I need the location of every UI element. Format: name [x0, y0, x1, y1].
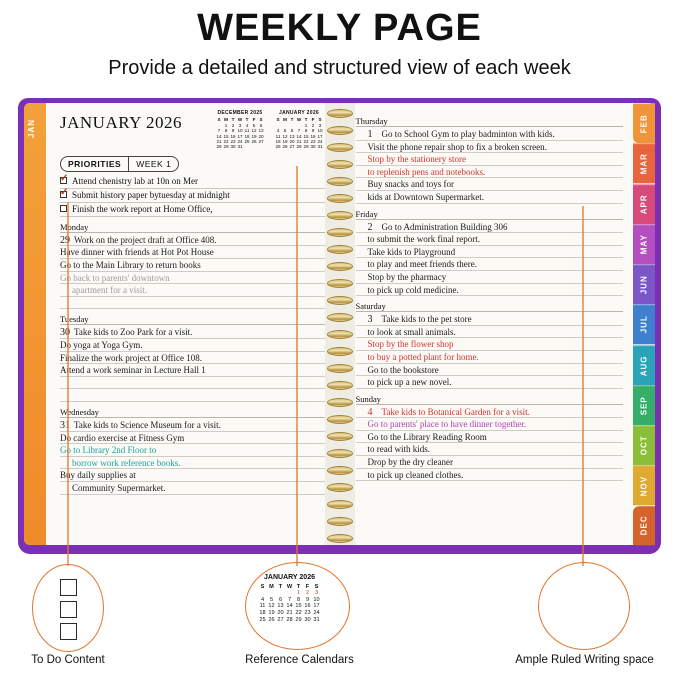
planner-right-page — [338, 103, 634, 545]
writing-line[interactable] — [60, 377, 328, 390]
writing-line[interactable]: to buy a potted plant for home. — [356, 351, 624, 364]
planner-book — [18, 98, 661, 554]
writing-line[interactable]: to pick up cleaned clothes. — [356, 469, 624, 482]
month-tab-label: MAR — [639, 153, 649, 175]
spiral-ring — [327, 364, 353, 373]
month-tab-label: JUL — [639, 315, 649, 335]
reference-calendars — [216, 111, 324, 150]
writing-line[interactable]: kids at Downtown Supermarket. — [356, 191, 624, 204]
writing-line[interactable]: apartment for a visit. — [60, 284, 328, 297]
writing-line[interactable]: 4 Take kids to Botanical Garden for a visit. — [356, 406, 624, 419]
writing-line[interactable]: to pick up cold medicine. — [356, 284, 624, 297]
writing-line[interactable] — [60, 389, 328, 402]
month-tab-feb[interactable] — [633, 103, 655, 143]
month-tab-label: JUN — [639, 275, 649, 295]
page-title: WEEKLY PAGE — [197, 7, 482, 49]
day-number: 4 — [367, 406, 373, 418]
spiral-ring — [327, 347, 353, 356]
writing-line[interactable]: 30 Take kids to Zoo Park for a visit. — [60, 326, 328, 339]
month-tab-oct[interactable] — [633, 425, 655, 465]
writing-line[interactable]: Have dinner with friends at Hot Pot House — [60, 246, 328, 259]
todo-callout-circle — [32, 564, 104, 652]
day-block-tuesday — [60, 314, 328, 402]
day-number: 3 — [367, 314, 373, 326]
writing-line[interactable]: Attend a work seminar in Lecture Hall 1 — [60, 364, 328, 377]
writing-line[interactable]: Visit the phone repair shop to fix a broken screen. — [356, 141, 624, 154]
priority-task-2 — [60, 189, 328, 203]
month-tab-apr[interactable] — [633, 184, 655, 224]
todo-checkbox-2[interactable] — [60, 601, 77, 618]
writing-line[interactable]: 2 Go to Administration Building 306 — [356, 221, 624, 234]
mini-calendar-2: JANUARY 2026 S M T W T F S 1 2 3 4 5 6 7 8 9 10 11 12 13 14 15 16 17 18 19 20 21 22 23 24 25 26 27 28 29 30 31 — [275, 110, 323, 150]
left-day-blocks — [60, 222, 328, 495]
writing-line[interactable]: to look at small animals. — [356, 326, 624, 339]
month-tab-jun[interactable] — [633, 264, 655, 304]
writing-line[interactable]: 31 Take kids to Science Museum for a visit. — [60, 419, 328, 432]
calendars-callout-circle — [245, 562, 350, 650]
todo-callout-label: To Do Content — [31, 654, 105, 666]
spiral-ring — [327, 432, 353, 441]
priority-task-text: Attend chenistry lab at 10n on Mer — [72, 175, 198, 186]
day-block-monday — [60, 222, 328, 310]
day-name: Wednesday — [60, 406, 99, 417]
day-block-wednesday — [60, 407, 328, 495]
month-edge-jan[interactable] — [24, 103, 46, 545]
spiral-ring — [327, 483, 353, 492]
day-lines — [356, 221, 624, 297]
month-tab-jul[interactable] — [633, 304, 655, 344]
planner-left-page — [46, 103, 338, 545]
month-tab-dec[interactable] — [633, 506, 655, 545]
month-tab-label: OCT — [639, 435, 649, 456]
day-lines — [356, 313, 624, 389]
writing-callout-label: Ample Ruled Writing space — [515, 654, 654, 666]
mini-calendar-1: DECEMBER 2025 S M T W T F S 1 2 3 4 5 6 7 8 9 10 11 12 13 14 15 16 17 18 19 20 21 22 23 24 25 26 27 28 29 30 31 — [216, 110, 264, 150]
month-tab-label: SEP — [639, 395, 649, 415]
spiral-ring — [327, 534, 353, 543]
month-tabs[interactable] — [633, 103, 655, 545]
priority-task-text: Submit history paper bytuesday at midnight — [72, 189, 230, 200]
month-tab-sep[interactable] — [633, 385, 655, 425]
writing-line[interactable]: Go to the Library Reading Room — [356, 431, 624, 444]
writing-line[interactable]: 1 Go to School Gym to play badminton with kids. — [356, 128, 624, 141]
day-name: Tuesday — [60, 314, 89, 325]
priority-task-checkbox[interactable] — [60, 191, 67, 198]
writing-line[interactable]: Finalize the work project at Office 108. — [60, 352, 328, 365]
month-tab-label: APR — [639, 194, 649, 215]
month-edge-label: JAN — [27, 119, 36, 139]
spiral-ring — [327, 109, 353, 118]
day-number: 2 — [367, 221, 373, 233]
writing-line[interactable]: to play and meet friends there. — [356, 258, 624, 271]
planner-pages — [46, 103, 633, 545]
day-block-thursday — [356, 116, 624, 204]
spiral-ring — [327, 194, 353, 203]
day-number: 30 — [60, 327, 70, 339]
calendars-callout-label: Reference Calendars — [245, 654, 354, 666]
writing-line[interactable]: Go to Library 2nd Floor to — [60, 444, 328, 457]
writing-line[interactable]: Stop by the pharmacy — [356, 271, 624, 284]
writing-line[interactable]: Go back to parents' downtown — [60, 272, 328, 285]
writing-line[interactable]: to pick up a new novel. — [356, 376, 624, 389]
day-name: Friday — [355, 208, 378, 219]
writing-line[interactable]: Go to the Main Library to return books — [60, 259, 328, 272]
day-number: 31 — [60, 419, 70, 431]
priorities-header — [60, 156, 328, 172]
spiral-ring — [327, 143, 353, 152]
spiral-ring — [327, 415, 353, 424]
writing-line[interactable]: Buy daily supplies at — [60, 469, 328, 482]
week-label: WEEK 1 — [136, 158, 172, 169]
writing-line[interactable]: Stop by the flower shop — [356, 338, 624, 351]
reference-calendar-title: JANUARY 2026 — [264, 574, 315, 581]
writing-line[interactable]: Stop by the stationery store — [356, 153, 624, 166]
day-name: Monday — [60, 221, 89, 232]
writing-line[interactable]: 29 Work on the project draft at Office 408. — [60, 234, 328, 247]
writing-line[interactable]: Community Supermarket. — [60, 482, 328, 495]
spiral-ring — [327, 177, 353, 186]
day-block-saturday — [356, 301, 624, 389]
priority-task-1 — [60, 175, 328, 189]
month-tab-label: FEB — [639, 114, 649, 134]
writing-line[interactable]: Do yoga at Yoga Gym. — [60, 339, 328, 352]
spiral-ring — [327, 398, 353, 407]
writing-line[interactable]: Go to parents' place to have dinner together. — [356, 418, 624, 431]
priority-task-text: Finish the work report at Home Office, — [72, 203, 213, 214]
page-subtitle: Provide a detailed and structured view of each week — [108, 57, 571, 79]
writing-line[interactable]: Drop by the dry cleaner — [356, 456, 624, 469]
month-tab-label: DEC — [639, 515, 649, 536]
writing-line[interactable]: borrow work reference books. — [60, 457, 328, 470]
day-block-friday — [356, 209, 624, 297]
writing-line[interactable]: to submit the work final report. — [356, 233, 624, 246]
spiral-ring — [327, 381, 353, 390]
spiral-ring — [327, 330, 353, 339]
spiral-ring — [327, 160, 353, 169]
mini-calendar-title: JANUARY 2026 — [278, 110, 319, 116]
month-tab-mar[interactable] — [633, 143, 655, 183]
priority-task-3 — [60, 203, 328, 217]
spiral-ring — [327, 211, 353, 220]
spiral-ring — [327, 500, 353, 509]
day-lines — [60, 234, 328, 310]
spiral-ring — [327, 313, 353, 322]
priority-task-checkbox[interactable] — [60, 177, 67, 184]
spiral-ring — [327, 262, 353, 271]
spiral-ring — [327, 228, 353, 237]
writing-line[interactable] — [60, 297, 328, 310]
right-day-blocks — [356, 116, 624, 481]
todo-checkbox-3[interactable] — [60, 623, 77, 640]
mini-calendar-title: DECEMBER 2025 — [217, 110, 263, 116]
spiral-ring — [327, 296, 353, 305]
day-name: Sunday — [355, 393, 381, 404]
spiral-ring — [327, 466, 353, 475]
spiral-ring — [327, 517, 353, 526]
priority-task-list — [60, 175, 328, 217]
month-tab-nov[interactable] — [633, 465, 655, 505]
spiral-ring — [327, 279, 353, 288]
day-number: 1 — [367, 129, 373, 140]
day-name: Thursday — [355, 116, 388, 126]
writing-line[interactable]: Buy snacks and toys for — [356, 178, 624, 191]
todo-checkbox-1[interactable] — [60, 579, 77, 596]
day-lines — [60, 419, 328, 495]
reference-calendar-annotation: JANUARY 2026 S M T W T F S 1 2 3 4 5 6 7 8 9 10 11 12 13 14 15 16 17 18 19 20 21 22 23 24 25 26 27 28 29 30 31 — [259, 574, 320, 623]
writing-line[interactable]: 3 Take kids to the pet store — [356, 313, 624, 326]
spiral-ring — [327, 245, 353, 254]
day-block-sunday — [356, 394, 624, 482]
writing-line[interactable]: Go to the bookstore — [356, 364, 624, 377]
writing-line[interactable]: Take kids to Playground — [356, 246, 624, 259]
priorities-label: PRIORITIES — [68, 158, 122, 169]
writing-callout-circle — [538, 562, 630, 650]
day-lines — [356, 128, 624, 204]
month-tab-label: NOV — [639, 475, 649, 497]
spiral-ring — [327, 126, 353, 135]
writing-line[interactable]: to read with kids. — [356, 443, 624, 456]
day-name: Saturday — [355, 301, 386, 312]
writing-line[interactable]: to replenish pens and notebooks. — [356, 166, 624, 179]
day-lines — [356, 406, 624, 482]
day-lines — [60, 326, 328, 402]
spiral-binding — [325, 103, 355, 545]
day-number: 29 — [60, 234, 70, 246]
month-tab-aug[interactable] — [633, 345, 655, 385]
month-heading: JANUARY 2026 — [60, 113, 183, 132]
month-tab-label: AUG — [639, 354, 649, 376]
writing-line[interactable]: Do cardio exercise at Fitness Gym — [60, 432, 328, 445]
priority-task-checkbox[interactable] — [60, 205, 67, 212]
month-tab-may[interactable] — [633, 224, 655, 264]
spiral-ring — [327, 449, 353, 458]
month-tab-label: MAY — [639, 234, 649, 255]
